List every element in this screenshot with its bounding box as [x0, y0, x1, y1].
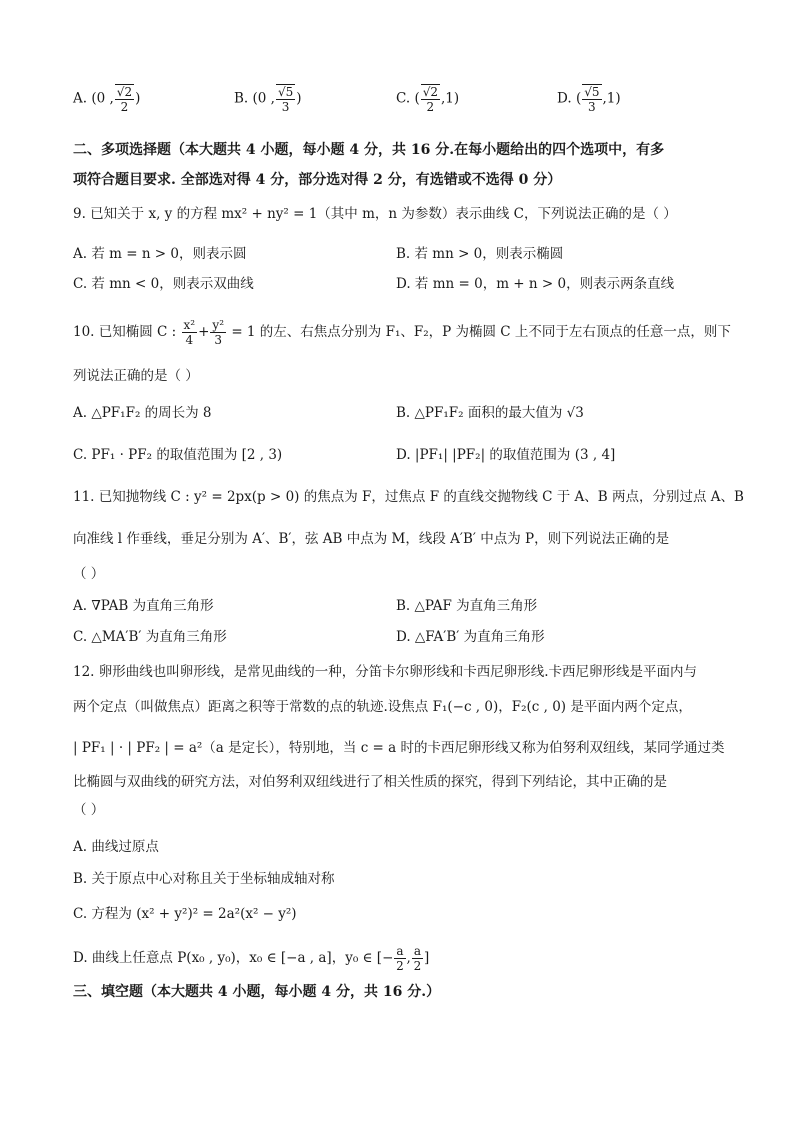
option-prefix: (0 , [91, 90, 114, 107]
q11-option-b: B. △PAF 为直角三角形 [396, 598, 538, 614]
q10-stem-line-2: 列说法正确的是（ ） [73, 368, 199, 384]
q9-stem: 9. 已知关于 x, y 的方程 mx² + ny² = 1（其中 m，n 为参数）表示曲线 C，下列说法正确的是（ ） [73, 206, 677, 222]
option-suffix: ) [135, 90, 141, 107]
fraction [276, 84, 295, 114]
q11-stem-line-2: 向准线 l 作垂线，垂足分别为 A′、B′，弦 AB 中点为 M，线段 A′B′ 中点为 P，则下列说法正确的是 [73, 531, 670, 547]
q12-stem-line-1: 12. 卵形曲线也叫卵形线，是常见曲线的一种，分笛卡尔卵形线和卡西尼卵形线.卡西尼卵形线是平面内与 [73, 664, 698, 680]
fraction-numerator: y² [212, 318, 225, 332]
fraction-denominator: 2 [413, 959, 422, 973]
q10-option-d: D. |PF₁| |PF₂| 的取值范围为 (3 , 4] [396, 447, 616, 463]
fraction-numerator: √2 [422, 85, 438, 99]
option-suffix: ,1) [602, 90, 621, 107]
option-prefix: ( [414, 90, 420, 107]
fraction-numerator: a [413, 944, 421, 958]
q9-option-c: C. 若 mn < 0，则表示双曲线 [73, 276, 254, 292]
q12-option-a: A. 曲线过原点 [73, 839, 159, 855]
q12-stem-line-4: 比椭圆与双曲线的研究方法，对伯努利双纽线进行了相关性质的探究，得到下列结论，其中正确的是 [73, 774, 667, 790]
q12-answer-bracket: （ ） [73, 802, 105, 818]
fraction-denominator: 2 [120, 100, 129, 114]
q11-answer-bracket: （ ） [73, 566, 105, 582]
q9-option-a: A. 若 m = n > 0，则表示圆 [73, 246, 247, 262]
q10-option-b: B. △PF₁F₂ 面积的最大值为 √3 [396, 405, 584, 421]
fraction-numerator: √5 [584, 85, 600, 99]
option-prefix: (0 , [252, 90, 275, 107]
fraction-denominator: 2 [396, 959, 404, 973]
fraction [412, 944, 423, 973]
q12-option-c: C. 方程为 (x² + y²)² = 2a²(x² − y²) [73, 906, 297, 922]
fraction-numerator: x² [183, 318, 196, 332]
option-letter: A. [73, 90, 88, 107]
option-suffix: ) [296, 90, 302, 107]
option-prefix: ( [575, 90, 582, 107]
q8-option-d [557, 84, 621, 114]
option-suffix: ,1) [441, 90, 460, 107]
q12-option-d [73, 944, 429, 973]
fraction-numerator: a [396, 944, 404, 958]
q8-option-a [73, 84, 140, 114]
fraction-denominator: 3 [214, 333, 223, 347]
q12-stem-line-3: | PF₁ | · | PF₂ | = a²（a 是定长），特别地，当 c = a 时的卡西尼卵形线又称为伯努利双纽线，某同学通过类 [73, 740, 725, 756]
q12-option-b: B. 关于原点中心对称且关于坐标轴成轴对称 [73, 871, 335, 887]
fraction-denominator: 2 [426, 100, 435, 114]
q12-option-d-suffix: ] [424, 950, 430, 966]
q9-option-d: D. 若 mn = 0，m + n > 0，则表示两条直线 [396, 276, 675, 292]
q11-option-c: C. △MA′B′ 为直角三角形 [73, 629, 227, 645]
fraction-numerator: √2 [116, 85, 133, 99]
separator: , [406, 950, 411, 966]
section-3-heading: 三、填空题（本大题共 4 小题，每小题 4 分，共 16 分.） [73, 984, 441, 1000]
fraction [210, 318, 226, 347]
fraction [394, 944, 405, 973]
fraction-numerator: √5 [277, 85, 294, 99]
q10-stem-prefix: 10. 已知椭圆 C : [73, 324, 177, 340]
option-letter: C. [396, 90, 411, 107]
q12-option-d-prefix: D. 曲线上任意点 P(x₀ , y₀)，x₀ ∈ [−a , a]，y₀ ∈ [− [73, 950, 394, 966]
fraction-denominator: 3 [281, 100, 290, 114]
fraction-denominator: 4 [185, 333, 194, 347]
fraction [421, 84, 440, 114]
q11-stem-line-1: 11. 已知抛物线 C : y² = 2px(p > 0) 的焦点为 F，过焦点 F 的直线交抛物线 C 于 A、B 两点，分别过点 A、B [73, 489, 744, 505]
section-2-heading-line-1: 二、多项选择题（本大题共 4 小题，每小题 4 分，共 16 分.在每小题给出的四个选项中，有多 [73, 142, 665, 158]
option-letter: B. [234, 90, 249, 107]
fraction [115, 84, 134, 114]
q12-stem-line-2: 两个定点（叫做焦点）距离之积等于常数的点的轨迹.设焦点 F₁(−c , 0)，F₂(c , 0) 是平面内两个定点， [73, 699, 692, 715]
fraction-denominator: 3 [588, 100, 596, 114]
fraction [582, 84, 601, 114]
q8-option-c [396, 84, 459, 114]
q11-option-a: A. ∇PAB 为直角三角形 [73, 598, 214, 614]
q10-option-a: A. △PF₁F₂ 的周长为 8 [73, 405, 212, 421]
q10-stem: 10. 已知椭圆 C : $\frac{\text{x²}}{4}$ + $\frac{\text{y²}}{3}$ = 1 的左、右焦点分别为 F₁、F₂，P 为椭圆 C 上不同于左右顶点的任意一点，则下 [73, 318, 731, 347]
q8-option-b [234, 84, 302, 114]
q10-option-c: C. PF₁ · PF₂ 的取值范围为 [2 , 3) [73, 447, 283, 463]
q10-stem-suffix: = 1 的左、右焦点分别为 F₁、F₂，P 为椭圆 C 上不同于左右顶点的任意一点，则下 [231, 324, 731, 340]
fraction [182, 318, 198, 347]
q9-option-b: B. 若 mn > 0，则表示椭圆 [396, 246, 564, 262]
section-2-heading-line-2: 项符合题目要求. 全部选对得 4 分，部分选对得 2 分，有选错或不选得 0 分） [73, 172, 562, 188]
q11-option-d: D. △FA′B′ 为直角三角形 [396, 629, 545, 645]
option-letter: D. [557, 90, 572, 107]
